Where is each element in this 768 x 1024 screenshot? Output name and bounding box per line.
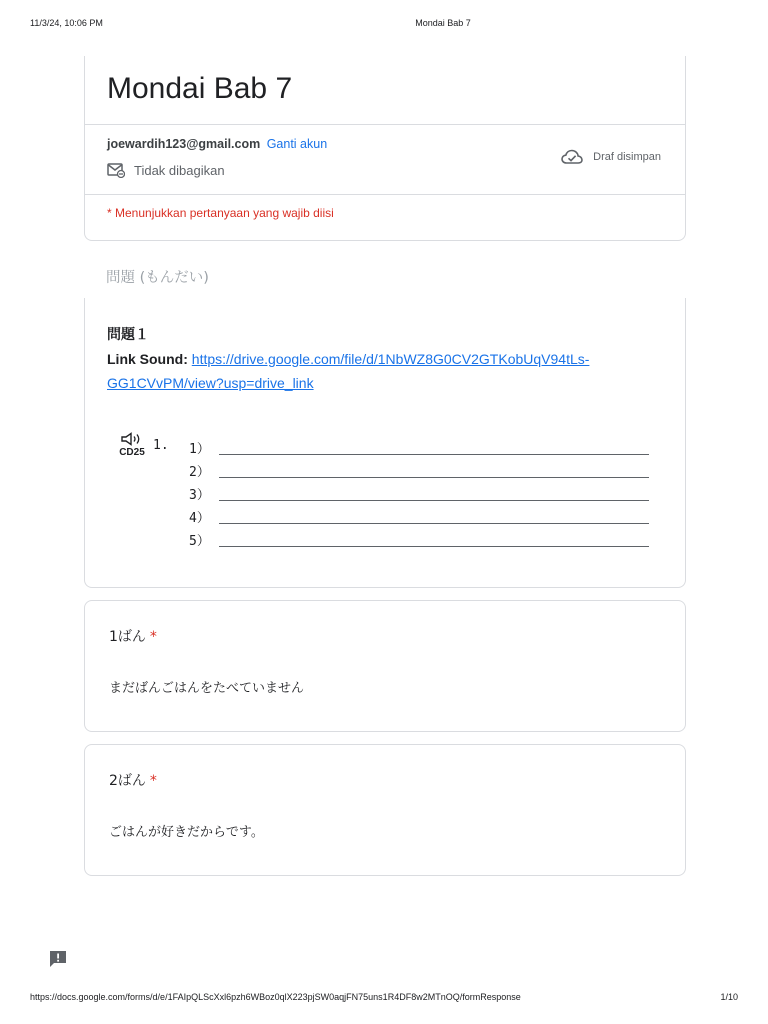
- feedback-button[interactable]: [48, 949, 68, 969]
- print-url: https://docs.google.com/forms/d/e/1FAIpQLScXxl6pzh6WBoz0qlX223pjSW0aqjFN75uns1R4DF8w2MTnOQ/formResponse: [30, 992, 521, 1002]
- switch-account-link[interactable]: Ganti akun: [266, 137, 328, 151]
- sound-link-block: [107, 347, 647, 395]
- question-description-card: [84, 298, 686, 588]
- answer-line: [189, 459, 649, 479]
- header-divider: [85, 124, 685, 125]
- answer-line: [189, 482, 649, 502]
- cd-track: [115, 432, 149, 458]
- answer-line-number: 2）: [189, 465, 210, 480]
- print-footer: [0, 992, 768, 1006]
- required-asterisk: *: [149, 773, 157, 789]
- print-doc-title: Mondai Bab 7: [415, 18, 471, 28]
- question-title-text: 1ばん: [109, 629, 146, 645]
- draft-saved-label: Draf disimpan: [593, 151, 661, 163]
- mail-not-shared-icon: [107, 162, 125, 178]
- account-email: joewardih123@gmail.com: [107, 137, 261, 151]
- answer-line-number: 1）: [189, 442, 210, 457]
- question-title: [109, 626, 157, 646]
- section-title: 問題 (もんだい): [106, 270, 209, 286]
- exercise-number: 1.: [153, 438, 169, 453]
- answer-line-number: 4）: [189, 511, 210, 526]
- question-answer[interactable]: まだばんごはんをたべていません: [109, 681, 305, 696]
- account-line: [107, 137, 327, 151]
- question-answer[interactable]: ごはんが好きだからです。: [109, 825, 264, 840]
- cd-label: CD25: [119, 447, 145, 458]
- form-header-card: [84, 56, 686, 241]
- answer-line-number: 3）: [189, 488, 210, 503]
- sound-link-label: Link Sound:: [107, 351, 188, 367]
- blank-line: [219, 454, 649, 455]
- question-title-text: 2ばん: [109, 773, 146, 789]
- answer-line: [189, 505, 649, 525]
- answer-line: [189, 528, 649, 548]
- question-title: [109, 770, 157, 790]
- blank-line: [219, 477, 649, 478]
- not-shared-label: Tidak dibagikan: [134, 162, 225, 178]
- blank-line: [219, 500, 649, 501]
- cloud-check-icon: [561, 149, 583, 165]
- exercise-image: [115, 432, 655, 552]
- question-card-2: [84, 744, 686, 876]
- speaker-icon: [119, 432, 145, 446]
- answer-line: [189, 436, 649, 456]
- answer-line-number: 5）: [189, 534, 210, 549]
- blank-line: [219, 523, 649, 524]
- sound-link[interactable]: https://drive.google.com/file/d/1NbWZ8G0CV2GTKobUqV94tLs-GG1CVvPM/view?usp=drive_link: [107, 351, 590, 391]
- question-card-1: [84, 600, 686, 732]
- feedback-icon: [48, 949, 68, 969]
- required-asterisk: *: [149, 629, 157, 645]
- header-divider-2: [85, 194, 685, 195]
- print-header: [0, 18, 768, 32]
- description-title: 問題１: [107, 327, 149, 343]
- print-datetime: 11/3/24, 10:06 PM: [30, 18, 103, 28]
- form-title: Mondai Bab 7: [107, 72, 293, 105]
- required-note: * Menunjukkan pertanyaan yang wajib diisi: [107, 206, 334, 220]
- print-page-number: 1/10: [720, 992, 738, 1002]
- blank-line: [219, 546, 649, 547]
- draft-status: [561, 149, 661, 165]
- sharing-status: [107, 162, 225, 178]
